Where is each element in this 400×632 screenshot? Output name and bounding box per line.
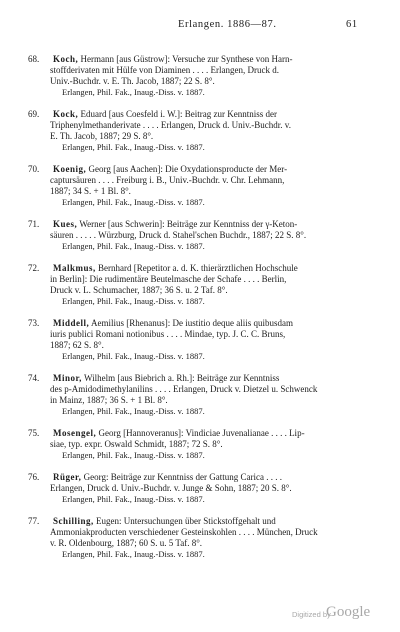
author-surname: Malkmus,	[53, 263, 96, 273]
author-surname: Kock,	[53, 109, 79, 119]
entry-citation	[50, 219, 375, 241]
citation-text: Georg [Hannoveranus]: Vindiciae Juvenalianae . . . . Lip-	[98, 428, 305, 438]
dissertation-note: Erlangen, Phil. Fak., Inaug.-Diss. v. 1887.	[62, 197, 205, 207]
author-surname: Koch,	[53, 54, 79, 64]
citation-line	[50, 263, 375, 274]
entry-number: 69.	[28, 109, 40, 119]
citation-text: Werner [aus Schwerin]: Beiträge zur Kenntniss der γ-Keton-	[79, 219, 298, 229]
bibliography-entry	[0, 219, 400, 252]
citation-line	[50, 428, 375, 439]
author-surname: Minor,	[53, 373, 82, 383]
entry-number: 68.	[28, 54, 40, 64]
citation-line: Ammoniakproducten verschiedener Gesteinskohlen . . . . München, Druck	[50, 527, 318, 537]
bibliography-entry	[0, 164, 400, 208]
entry-number: 73.	[28, 318, 40, 328]
citation-line	[50, 373, 375, 384]
citation-line	[50, 516, 375, 527]
page-header	[0, 19, 400, 33]
citation-line	[50, 472, 375, 483]
citation-text: Bernhard [Repetitor a. d. K. thierärztlichen Hochschule	[98, 263, 298, 273]
entry-citation	[50, 516, 375, 549]
page-number: 61	[346, 19, 358, 30]
dissertation-note: Erlangen, Phil. Fak., Inaug.-Diss. v. 1887.	[62, 241, 205, 251]
bibliography-entry	[0, 428, 400, 461]
bibliography-entry	[0, 373, 400, 417]
bibliography-entry	[0, 318, 400, 362]
author-surname: Kues,	[53, 219, 78, 229]
citation-line: E. Th. Jacob, 1887; 29 S. 8°.	[50, 131, 154, 141]
author-surname: Rüger,	[53, 472, 82, 482]
entry-citation	[50, 472, 375, 494]
citation-line: in Berlin]: Die rudimentäre Beutelmasche der Schafe . . . . Berlin,	[50, 274, 287, 284]
citation-line: Triphenylmethanderivate . . . . Erlangen, Druck d. Univ.-Buchdr. v.	[50, 120, 291, 130]
citation-line: säuren . . . . . Würzburg, Druck d. Stahel'schen Buchdr., 1887; 22 S. 8°.	[50, 230, 307, 240]
bibliography-entry	[0, 109, 400, 153]
author-surname: Mosengel,	[53, 428, 97, 438]
entry-citation	[50, 428, 375, 450]
citation-line: siae, typ. expr. Oswald Schmidt, 1887; 72 S. 8°.	[50, 439, 223, 449]
citation-line	[50, 54, 375, 65]
citation-line	[50, 164, 375, 175]
citation-text: Eugen: Untersuchungen über Stickstoffgehalt und	[96, 516, 276, 526]
citation-line: 1887; 62 S. 8°.	[50, 340, 104, 350]
entry-number: 76.	[28, 472, 40, 482]
citation-line: Erlangen, Druck d. Univ.-Buchdr. v. Junge & Sohn, 1887; 20 S. 8°.	[50, 483, 292, 493]
citation-line: Univ.-Buchdr. v. E. Th. Jacob, 1887; 22 S. 8°.	[50, 76, 215, 86]
bibliography-entry	[0, 54, 400, 98]
citation-line	[50, 219, 375, 230]
citation-line: Druck v. L. Schumacher, 1887; 36 S. u. 2 Taf. 8°.	[50, 285, 228, 295]
citation-text: Hermann [aus Güstrow]: Versuche zur Synthese von Harn-	[80, 54, 293, 64]
citation-text: Georg: Beiträge zur Kenntniss der Gattung Carica . . . .	[83, 472, 282, 482]
google-watermark	[292, 605, 392, 625]
citation-text: Aemilius [Rhenanus]: De iustitio deque aliis quibusdam	[91, 318, 294, 328]
entry-citation	[50, 318, 375, 351]
google-logo-text: Google	[326, 604, 371, 620]
citation-text: Wilhelm [aus Biebrich a. Rh.]: Beiträge zur Kenntniss	[84, 373, 280, 383]
entry-number: 74.	[28, 373, 40, 383]
author-surname: Koenig,	[53, 164, 87, 174]
entry-citation	[50, 164, 375, 197]
author-surname: Middell,	[53, 318, 90, 328]
citation-line: des p-Amidodimethylanilins . . . . Erlangen, Druck v. Dietzel u. Schwenck	[50, 384, 318, 394]
running-title: Erlangen. 1886—87.	[178, 19, 277, 30]
entry-number: 70.	[28, 164, 40, 174]
citation-line	[50, 109, 375, 120]
entry-citation	[50, 373, 375, 406]
entry-number: 75.	[28, 428, 40, 438]
citation-line: iuris publici Romani notionibus . . . . Mindae, typ. J. C. C. Bruns,	[50, 329, 286, 339]
citation-line: stoffderivaten mit Hülfe von Diaminen . . . . Erlangen, Druck d.	[50, 65, 280, 75]
bibliography-entry	[0, 516, 400, 560]
author-surname: Schilling,	[53, 516, 94, 526]
citation-line	[50, 318, 375, 329]
dissertation-note: Erlangen, Phil. Fak., Inaug.-Diss. v. 1887.	[62, 351, 205, 361]
citation-line: captursäuren . . . . Freiburg i. B., Univ.-Buchdr. v. Chr. Lehmann,	[50, 175, 285, 185]
dissertation-note: Erlangen, Phil. Fak., Inaug.-Diss. v. 1887.	[62, 87, 205, 97]
digitized-by-text: Digitized by	[292, 610, 331, 619]
entry-citation	[50, 109, 375, 142]
citation-line: in Mainz, 1887; 36 S. + 1 Bl. 8°.	[50, 395, 168, 405]
citation-line: 1887; 34 S. + 1 Bl. 8°.	[50, 186, 131, 196]
dissertation-note: Erlangen, Phil. Fak., Inaug.-Diss. v. 1887.	[62, 494, 205, 504]
entry-number: 77.	[28, 516, 40, 526]
dissertation-note: Erlangen, Phil. Fak., Inaug.-Diss. v. 1887.	[62, 296, 205, 306]
entry-citation	[50, 54, 375, 87]
entry-number: 71.	[28, 219, 40, 229]
bibliography-entry	[0, 263, 400, 307]
bibliography-list	[0, 54, 400, 571]
dissertation-note: Erlangen, Phil. Fak., Inaug.-Diss. v. 1887.	[62, 406, 205, 416]
citation-text: Georg [aus Aachen]: Die Oxydationsproducte der Mer-	[88, 164, 288, 174]
citation-text: Eduard [aus Coesfeld i. W.]: Beitrag zur Kenntniss der	[80, 109, 277, 119]
dissertation-note: Erlangen, Phil. Fak., Inaug.-Diss. v. 1887.	[62, 450, 205, 460]
citation-line: v. R. Oldenbourg, 1887; 60 S. u. 5 Taf. 8°.	[50, 538, 203, 548]
entry-number: 72.	[28, 263, 40, 273]
dissertation-note: Erlangen, Phil. Fak., Inaug.-Diss. v. 1887.	[62, 142, 205, 152]
dissertation-note: Erlangen, Phil. Fak., Inaug.-Diss. v. 1887.	[62, 549, 205, 559]
bibliography-entry	[0, 472, 400, 505]
entry-citation	[50, 263, 375, 296]
